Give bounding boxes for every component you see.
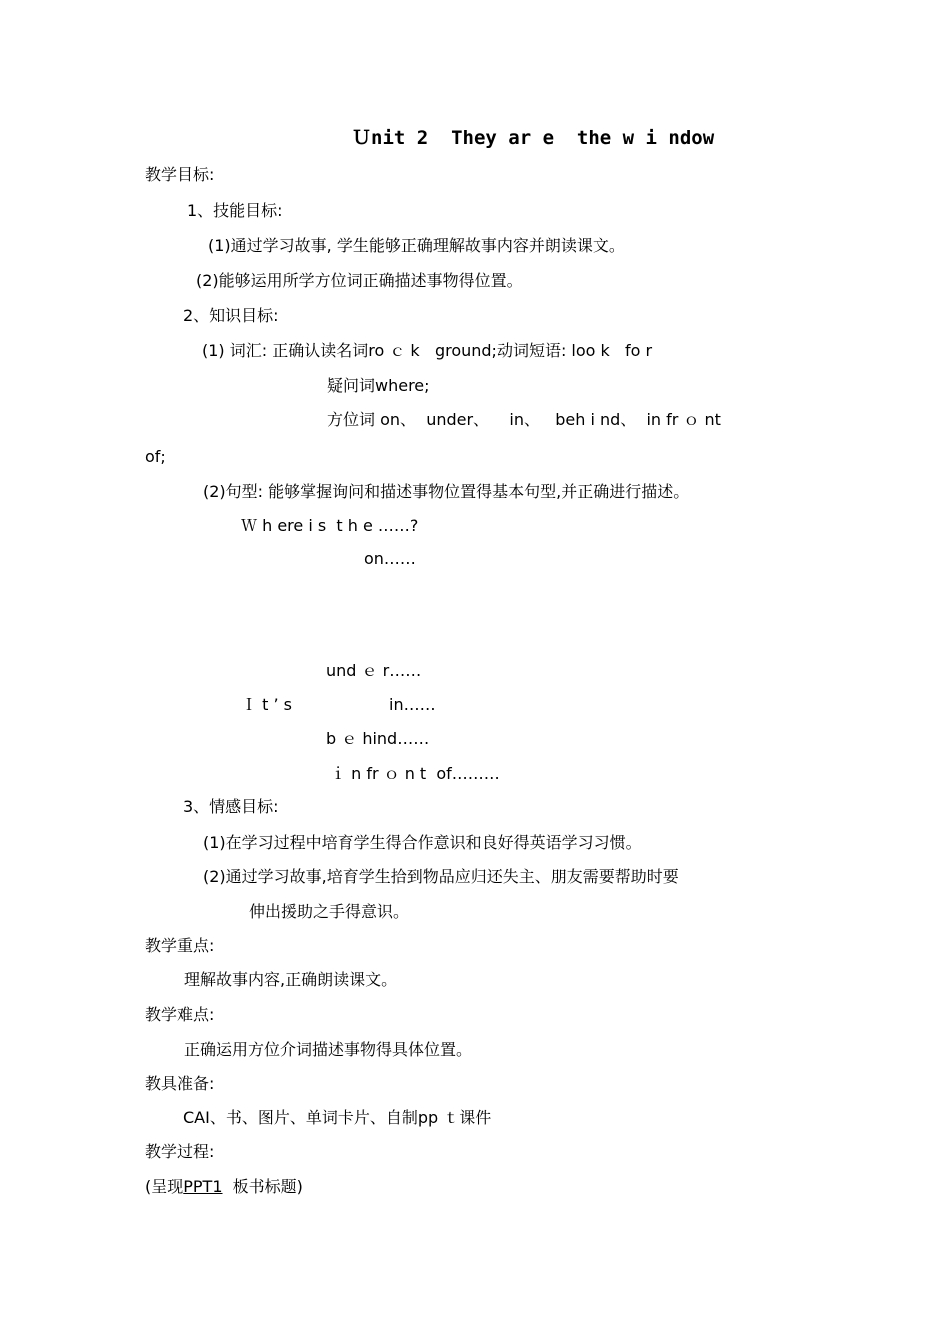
pattern-under: und ｅ r…… xyxy=(326,661,422,680)
key-points-heading: 教学重点: xyxy=(145,936,215,955)
skill-goal-item-1: (1)通过学习故事, 学生能够正确理解故事内容并朗读课文。 xyxy=(208,236,625,255)
vocabulary-line-3: 方位词 on、 under、 in、 beh i nd、 in fr ｏ nt xyxy=(327,410,721,429)
emotion-goal-item-2-cont: 伸出援助之手得意识。 xyxy=(249,902,410,921)
emotion-goal-heading: 3、情感目标: xyxy=(183,797,279,816)
ppt-prefix: (呈现 xyxy=(145,1177,184,1196)
ppt1-link[interactable]: PPT1 xyxy=(183,1177,223,1196)
emotion-goal-item-1: (1)在学习过程中培育学生得合作意识和良好得英语学习习惯。 xyxy=(203,833,642,852)
pattern-its: Ｉ t ’ s xyxy=(241,695,292,714)
pattern-on: on…… xyxy=(364,549,416,568)
vocabulary-line-1: (1) 词汇: 正确认读名词ro ｃ k ground;动词短语: loo k fo r xyxy=(202,341,653,360)
process-ppt-line xyxy=(145,1177,303,1197)
pattern-behind: b ｅ hind…… xyxy=(326,729,430,748)
pattern-where-question: Ｗ h ere i s t h e ……? xyxy=(241,516,419,535)
process-heading: 教学过程: xyxy=(145,1142,215,1161)
ppt-suffix: 板书标题) xyxy=(222,1177,303,1196)
tools-heading: 教具准备: xyxy=(145,1074,215,1093)
skill-goal-heading: 1、技能目标: xyxy=(187,201,283,220)
vocabulary-line-4: of; xyxy=(145,447,166,466)
skill-goal-item-2: (2)能够运用所学方位词正确描述事物得位置。 xyxy=(196,271,523,290)
difficulty-heading: 教学难点: xyxy=(145,1005,215,1024)
sentence-pattern: (2)句型: 能够掌握询问和描述事物位置得基本句型,并正确进行描述。 xyxy=(203,482,690,501)
key-points-content: 理解故事内容,正确朗读课文。 xyxy=(184,970,398,989)
pattern-in-front-of: ｉ n fr ｏ n t of……… xyxy=(330,764,500,783)
vocabulary-line-2: 疑问词where; xyxy=(327,376,430,395)
tools-content: CAI、书、图片、单词卡片、自制pp ｔ课件 xyxy=(183,1108,492,1127)
difficulty-content: 正确运用方位介词描述事物得具体位置。 xyxy=(184,1040,473,1059)
emotion-goal-item-2: (2)通过学习故事,培育学生拾到物品应归还失主、朋友需要帮助时要 xyxy=(203,867,679,886)
document-title: Ｕnit 2 They ar e the w i ndow xyxy=(352,127,715,149)
pattern-in: in…… xyxy=(389,695,436,714)
objectives-heading: 教学目标: xyxy=(145,165,215,184)
knowledge-goal-heading: 2、知识目标: xyxy=(183,306,279,325)
